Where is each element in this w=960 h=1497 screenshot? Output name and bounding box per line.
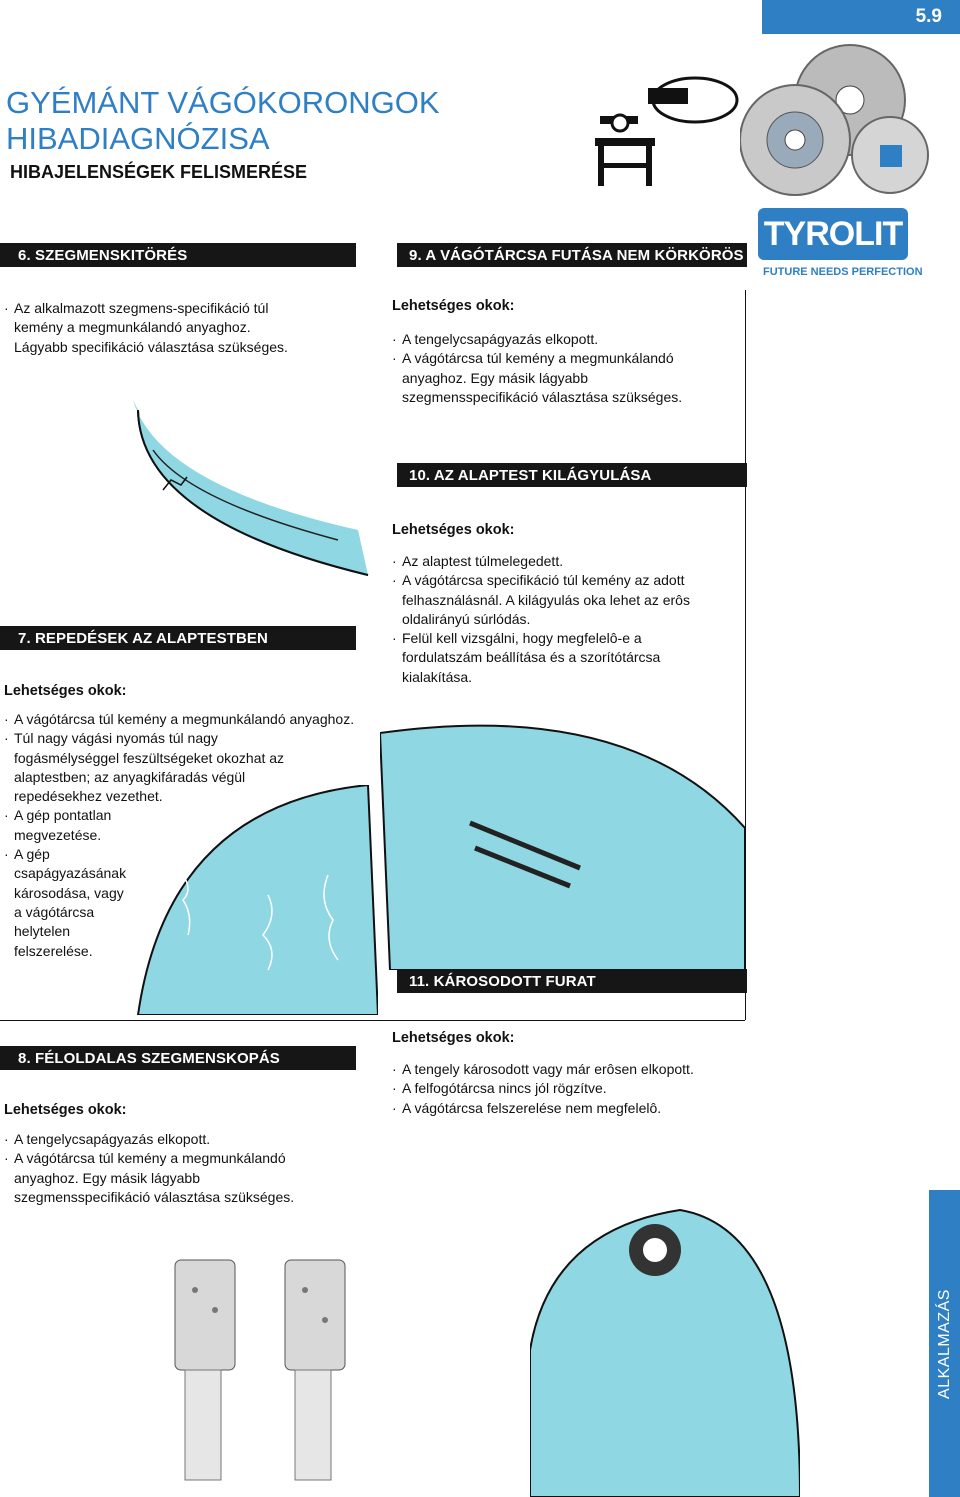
section-7-title: 7. REPEDÉSEK AZ ALAPTESTBEN: [0, 626, 356, 650]
list-item: · A tengelycsapágyazás elkopott.: [4, 1130, 324, 1149]
list-item: · A vágótárcsa túl kemény a megmunkálandó anyaghoz. Egy másik lágyabb szegmensspecifikáció választása szükséges.: [392, 349, 692, 407]
section-11-list: [392, 1060, 712, 1118]
list-item: · A vágótárcsa túl kemény a megmunkálandó anyaghoz. Egy másik lágyabb szegmensspecifikáció választása szükséges.: [4, 1149, 324, 1207]
page-number-tab: [762, 0, 960, 34]
section-6-title: 6. SZEGMENSKITÖRÉS: [0, 243, 356, 267]
page-title-line1: GYÉMÁNT VÁGÓKORONGOK: [6, 85, 440, 120]
blade-products-illustration: [740, 40, 930, 205]
section-9-list: [392, 330, 692, 407]
section-11-title: 11. KÁROSODOTT FURAT: [397, 969, 747, 993]
list-item: · Az alaptest túlmelegedett.: [392, 552, 702, 571]
section-9-label: Lehetséges okok:: [392, 298, 515, 314]
list-item: · A tengely károsodott vagy már erôsen elkopott.: [392, 1060, 712, 1079]
page-title-line2: HIBADIAGNÓZISA: [6, 121, 270, 156]
crack-illustration: [128, 785, 378, 1015]
section-7-label: Lehetséges okok:: [4, 683, 127, 699]
brand-tagline: FUTURE NEEDS PERFECTION: [763, 266, 923, 278]
list-item: · A felfogótárcsa nincs jól rögzítve.: [392, 1079, 712, 1098]
section-10-title: 10. AZ ALAPTEST KILÁGYULÁSA: [397, 463, 747, 487]
overheated-blade-illustration: [380, 708, 745, 970]
section-8-list: [4, 1130, 324, 1207]
drill-bits-illustration: [155, 1250, 365, 1485]
list-item: · Az alkalmazott szegmens-specifikáció túl kemény a megmunkálandó anyaghoz. Lágyabb specifikáció választása szükséges.: [4, 299, 304, 357]
list-item: · A vágótárcsa felszerelése nem megfelelô.: [392, 1099, 712, 1118]
list-item: · A tengelycsapágyazás elkopott.: [392, 330, 692, 349]
section-6-list: [4, 299, 304, 357]
section-10-label: Lehetséges okok:: [392, 522, 515, 538]
list-item: · Felül kell vizsgálni, hogy megfelelô-e a fordulatszám beállítása és a szorítótárcsa kialakítása.: [392, 629, 702, 687]
brand-logo: TYROLIT: [758, 208, 908, 260]
list-item: · Túl nagy vágási nyomás túl nagy fogásmélységgel feszültségeket okozhat az alaptestben; az anyagkifáradás végül repedésekhez vezethet.: [4, 729, 294, 806]
row-divider: [0, 1020, 745, 1021]
section-10-list: [392, 552, 702, 687]
saw-machine-illustration: [590, 68, 760, 193]
section-8-label: Lehetséges okok:: [4, 1102, 127, 1118]
section-11-label: Lehetséges okok:: [392, 1030, 515, 1046]
column-divider: [745, 290, 746, 1020]
segment-breakage-illustration: [128, 370, 378, 580]
damaged-bore-illustration: [530, 1200, 800, 1497]
list-item: · A gép csapágyazásának károsodása, vagy a vágótárcsa helytelen felszerelése.: [4, 845, 126, 961]
list-item: · A vágótárcsa specifikáció túl kemény az adott felhasználásnál. A kilágyulás oka lehet az erôs oldalirányú súrlódás.: [392, 571, 702, 629]
list-item: · A vágótárcsa túl kemény a megmunkálandó anyaghoz.: [4, 710, 384, 729]
list-item: · A gép pontatlan megvezetése.: [4, 806, 124, 845]
page-number: 5.9: [915, 6, 942, 27]
section-9-title: 9. A VÁGÓTÁRCSA FUTÁSA NEM KÖRKÖRÖS: [397, 243, 747, 267]
section-side-tab: ALKALMAZÁS: [929, 1190, 960, 1497]
section-8-title: 8. FÉLOLDALAS SZEGMENSKOPÁS: [0, 1046, 356, 1070]
page-subtitle: HIBAJELENSÉGEK FELISMERÉSE: [10, 162, 308, 182]
